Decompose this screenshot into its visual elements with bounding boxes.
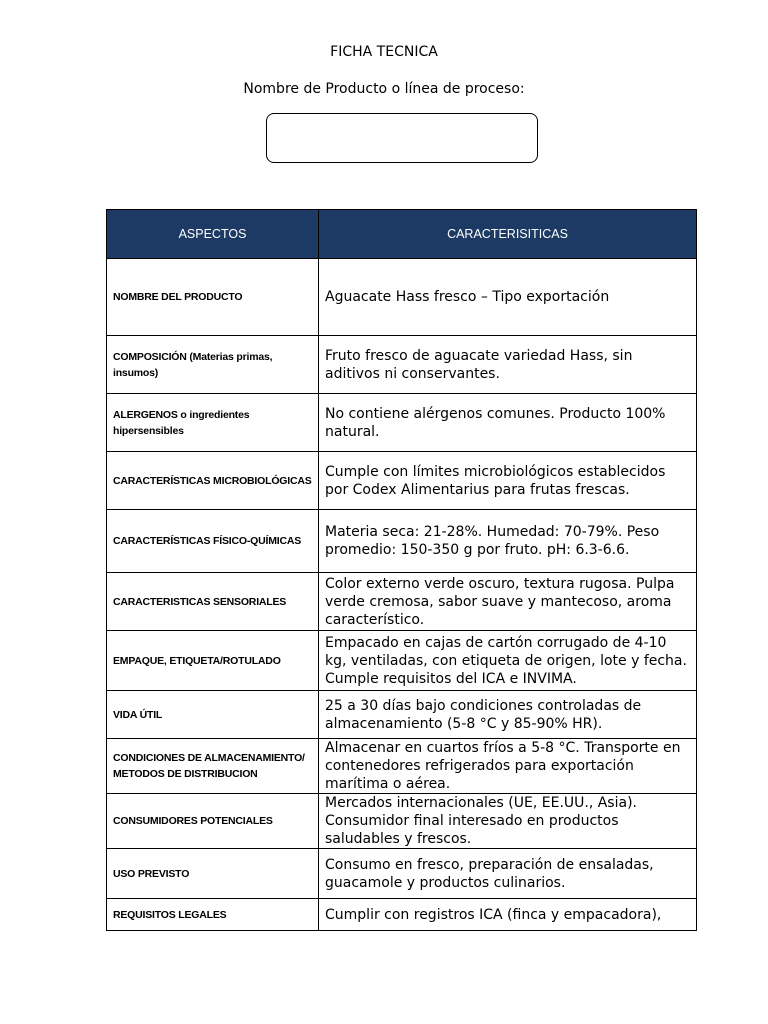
row-value: Empacado en cajas de cartón corrugado de 4-10 kg, ventiladas, con etiqueta de origen, lote y fecha. Cumple requisitos del ICA e INVIMA. <box>319 631 697 691</box>
product-name-field[interactable] <box>266 113 538 163</box>
table-row <box>107 899 697 931</box>
row-value: Materia seca: 21-28%. Humedad: 70-79%. Peso promedio: 150-350 g por fruto. pH: 6.3-6.6. <box>319 510 697 573</box>
spec-table <box>106 209 697 931</box>
row-aspect: USO PREVISTO <box>107 849 319 899</box>
row-aspect: CARACTERÍSTICAS FÍSICO-QUÍMICAS <box>107 510 319 573</box>
row-aspect: NOMBRE DEL PRODUCTO <box>107 259 319 336</box>
row-value: Cumplir con registros ICA (finca y empacadora), <box>319 899 697 931</box>
table-header-row <box>107 210 697 259</box>
header-caracteristicas: CARACTERISITICAS <box>319 210 697 259</box>
row-aspect: CARACTERISTICAS SENSORIALES <box>107 573 319 631</box>
table-row <box>107 739 697 794</box>
row-aspect: EMPAQUE, ETIQUETA/ROTULADO <box>107 631 319 691</box>
table-row <box>107 794 697 849</box>
row-aspect: ALERGENOS o ingredientes hipersensibles <box>107 394 319 452</box>
table-row <box>107 259 697 336</box>
row-value: Mercados internacionales (UE, EE.UU., Asia). Consumidor final interesado en productos saludables y frescos. <box>319 794 697 849</box>
row-value: Cumple con límites microbiológicos establecidos por Codex Alimentarius para frutas frescas. <box>319 452 697 510</box>
row-value: No contiene alérgenos comunes. Producto 100% natural. <box>319 394 697 452</box>
row-value: Color externo verde oscuro, textura rugosa. Pulpa verde cremosa, sabor suave y mantecoso, aroma característico. <box>319 573 697 631</box>
row-aspect: CARACTERÍSTICAS MICROBIOLÓGICAS <box>107 452 319 510</box>
table-row <box>107 452 697 510</box>
document-title: FICHA TECNICA <box>330 44 438 60</box>
row-aspect: VIDA ÚTIL <box>107 691 319 739</box>
table-row <box>107 631 697 691</box>
header-aspectos: ASPECTOS <box>107 210 319 259</box>
table-row <box>107 849 697 899</box>
table-row <box>107 510 697 573</box>
table-row <box>107 573 697 631</box>
row-value: 25 a 30 días bajo condiciones controladas de almacenamiento (5-8 °C y 85-90% HR). <box>319 691 697 739</box>
row-aspect: CONDICIONES DE ALMACENAMIENTO/ METODOS DE DISTRIBUCION <box>107 739 319 794</box>
row-aspect: CONSUMIDORES POTENCIALES <box>107 794 319 849</box>
product-name-label: Nombre de Producto o línea de proceso: <box>243 81 525 97</box>
table-row <box>107 336 697 394</box>
table-row <box>107 691 697 739</box>
row-aspect: REQUISITOS LEGALES <box>107 899 319 931</box>
row-value: Consumo en fresco, preparación de ensaladas, guacamole y productos culinarios. <box>319 849 697 899</box>
row-aspect: COMPOSICIÓN (Materias primas, insumos) <box>107 336 319 394</box>
row-value: Aguacate Hass fresco – Tipo exportación <box>319 259 697 336</box>
table-row <box>107 394 697 452</box>
row-value: Almacenar en cuartos fríos a 5-8 °C. Transporte en contenedores refrigerados para exportación marítima o aérea. <box>319 739 697 794</box>
row-value: Fruto fresco de aguacate variedad Hass, sin aditivos ni conservantes. <box>319 336 697 394</box>
